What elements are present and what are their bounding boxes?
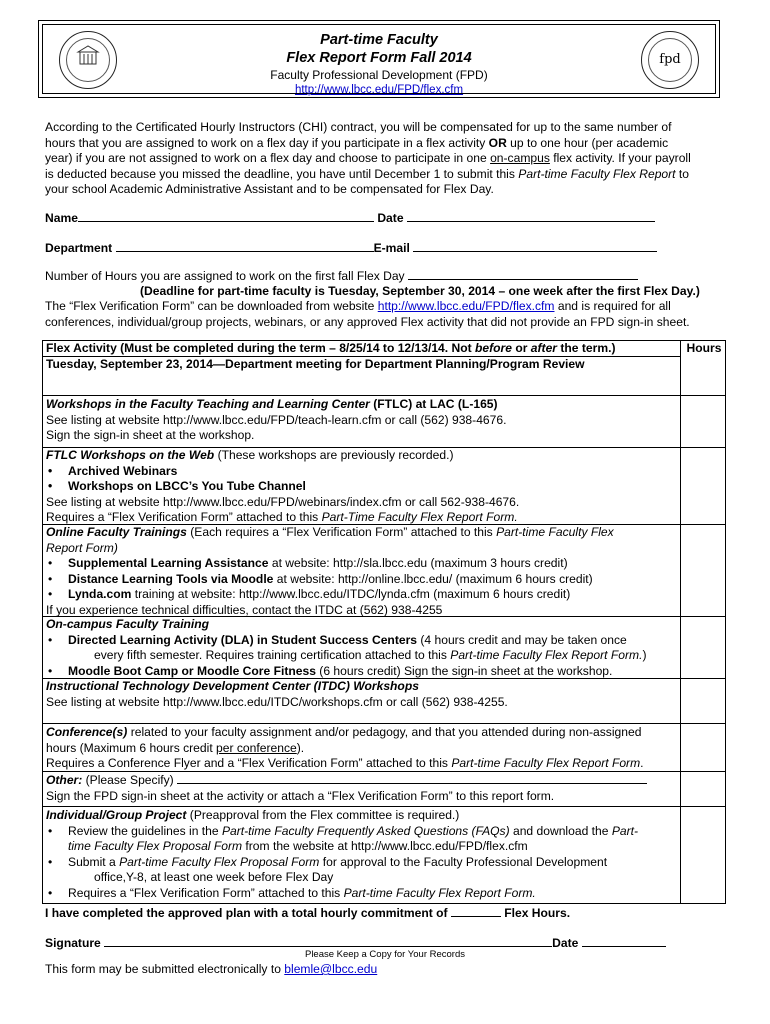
table-header: Flex Activity (Must be completed during the term – 8/25/14 to 12/13/14. Not before or after the term.) bbox=[46, 341, 616, 355]
hours-column-header: Hours bbox=[686, 341, 722, 355]
signature-row bbox=[45, 935, 725, 950]
table-row-web: FTLC Workshops on the Web (These workshops are previously recorded.) • Archived Webinars • Workshops on LBCC’s You Tube Channel See listing at website http://www.lbcc.edu/FPD/webinars/index.cfm or call 562-938-4676. Requires a “Flex Verification Form” attached to this Part-Time Faculty Flex Report Form. bbox=[46, 448, 676, 526]
signature-label: Signature bbox=[45, 936, 101, 950]
department-subtitle: Faculty Professional Development (FPD) bbox=[270, 68, 488, 82]
table-row-itdc: Instructional Technology Development Center (ITDC) Workshops See listing at website http://www.lbcc.edu/ITDC/workshops.cfm or call (562) 938-4255. bbox=[46, 679, 508, 709]
department-field[interactable] bbox=[116, 240, 374, 252]
hours-assigned-label: Number of Hours you are assigned to work on the first fall Flex Day bbox=[45, 269, 405, 283]
submit-email-link[interactable]: blemle@lbcc.edu bbox=[284, 962, 378, 976]
signature-date-field[interactable] bbox=[582, 935, 666, 947]
total-hours-field[interactable] bbox=[451, 905, 501, 917]
header-box bbox=[38, 20, 720, 98]
table-row-online: Online Faculty Trainings (Each requires a “Flex Verification Form” attached to this Part-time Faculty Flex Report Form) • Supplemental Learning Assistance at website: http://sla.lbcc.edu (maximum 3 hours credit) • Distance Learning Tools via Moodle at website: http://online.lbcc.edu/ (maximum 6 hours credit) • Lynda.com training at website: http://www.lbcc.edu/ITDC/lynda.cfm (maximum 6 hours credit) If you experience technical difficulties, contact the ITDC at (562) 938-4255 bbox=[46, 525, 676, 619]
signature-date-label: Date bbox=[552, 936, 579, 950]
table-row-conference: Conference(s) related to your faculty assignment and/or pedagogy, and that you attended during non-assigned hours (Maximum 6 hours credit per conference). Requires a Conference Flyer and a “Flex Verification Form” attached to this Part-time Faculty Flex Report Form. bbox=[46, 725, 644, 771]
name-field[interactable] bbox=[78, 210, 374, 222]
fpd-seal-label: fpd bbox=[659, 52, 681, 67]
signature-field[interactable] bbox=[104, 935, 552, 947]
hours-assigned-row bbox=[45, 268, 725, 283]
hours-assigned-field[interactable] bbox=[408, 268, 638, 280]
date-field[interactable] bbox=[407, 210, 655, 222]
verification-link[interactable]: http://www.lbcc.edu/FPD/flex.cfm bbox=[377, 299, 555, 313]
table-row-individual: Individual/Group Project (Preapproval from the Flex committee is required.) • Review the guidelines in the Part-time Faculty Frequently Asked Questions (FAQs) and download the Part- time Faculty Flex Proposal Form from the website at http://www.lbcc.edu/FPD/flex.cfm • Submit a Part-time Faculty Flex Proposal Form for approval to the Faculty Professional Development office,Y-8, at least one week before Flex Day • Requires a “Flex Verification Form” attached to this Part-time Faculty Flex Report Form. bbox=[46, 808, 676, 902]
name-date-row bbox=[45, 210, 725, 225]
flex-activity-table bbox=[42, 340, 726, 904]
department-label: Department bbox=[45, 241, 113, 255]
table-row-oncampus: On-campus Faculty Training • Directed Learning Activity (DLA) in Student Success Centers (4 hours credit and may be taken once every fifth semester. Requires training certification attached to this Part-time Faculty Flex Report Form.) • Moodle Boot Camp or Moodle Core Fitness (6 hours credit) Sign the sign-in sheet at the workshop. bbox=[46, 617, 676, 679]
date-label: Date bbox=[377, 211, 404, 225]
other-specify-field[interactable] bbox=[177, 772, 647, 784]
name-label: Name bbox=[45, 211, 78, 225]
table-row-ftlc: Workshops in the Faculty Teaching and Learning Center (FTLC) at LAC (L-165) See listing at website http://www.lbcc.edu/FPD/teach-learn.cfm or call (562) 938-4676. Sign the sign-in sheet at the workshop. bbox=[46, 397, 507, 443]
table-row-meeting: Tuesday, September 23, 2014—Department meeting for Department Planning/Program Review bbox=[46, 357, 585, 371]
email-label: E-mail bbox=[373, 241, 410, 255]
submit-note: This form may be submitted electronically to blemle@lbcc.edu bbox=[45, 962, 378, 976]
table-row-other: Other: (Please Specify) Sign the FPD sign-in sheet at the activity or attach a “Flex Verification Form” to this report form. bbox=[46, 772, 676, 804]
email-field[interactable] bbox=[413, 240, 657, 252]
keep-copy-note: Please Keep a Copy for Your Records bbox=[304, 949, 465, 960]
deadline-note: (Deadline for part-time faculty is Tuesday, September 30, 2014 – one week after the first Flex Day.) bbox=[140, 284, 700, 298]
commitment-row: I have completed the approved plan with a total hourly commitment of Flex Hours. bbox=[45, 906, 571, 920]
header-inner-border bbox=[42, 24, 716, 94]
intro-paragraph: According to the Certificated Hourly Instructors (CHI) contract, you will be compensated for up to the same number of hours that you are assigned to work on a flex day if you participate in a flex activity OR up to one hour (per academic year) if you are not assigned to work on a flex day and choose to participate in one on-campus flex activity. If your payroll is deducted because you missed the deadline, you have until December 1 to submit this Part-time Faculty Flex Report to your school Academic Administrative Assistant and to be compensated for Flex Day. bbox=[45, 120, 691, 197]
page-title: Part-time Faculty Flex Report Form Fall 2014 bbox=[286, 32, 472, 66]
verification-paragraph: The “Flex Verification Form” can be downloaded from website http://www.lbcc.edu/FPD/flex.cfm and is required for all conferences, individual/group projects, webinars, or any approved Flex activity that did not provide an FPD sign-in sheet. bbox=[45, 299, 690, 329]
header-link[interactable]: http://www.lbcc.edu/FPD/flex.cfm bbox=[294, 84, 464, 96]
department-email-row bbox=[45, 240, 725, 255]
